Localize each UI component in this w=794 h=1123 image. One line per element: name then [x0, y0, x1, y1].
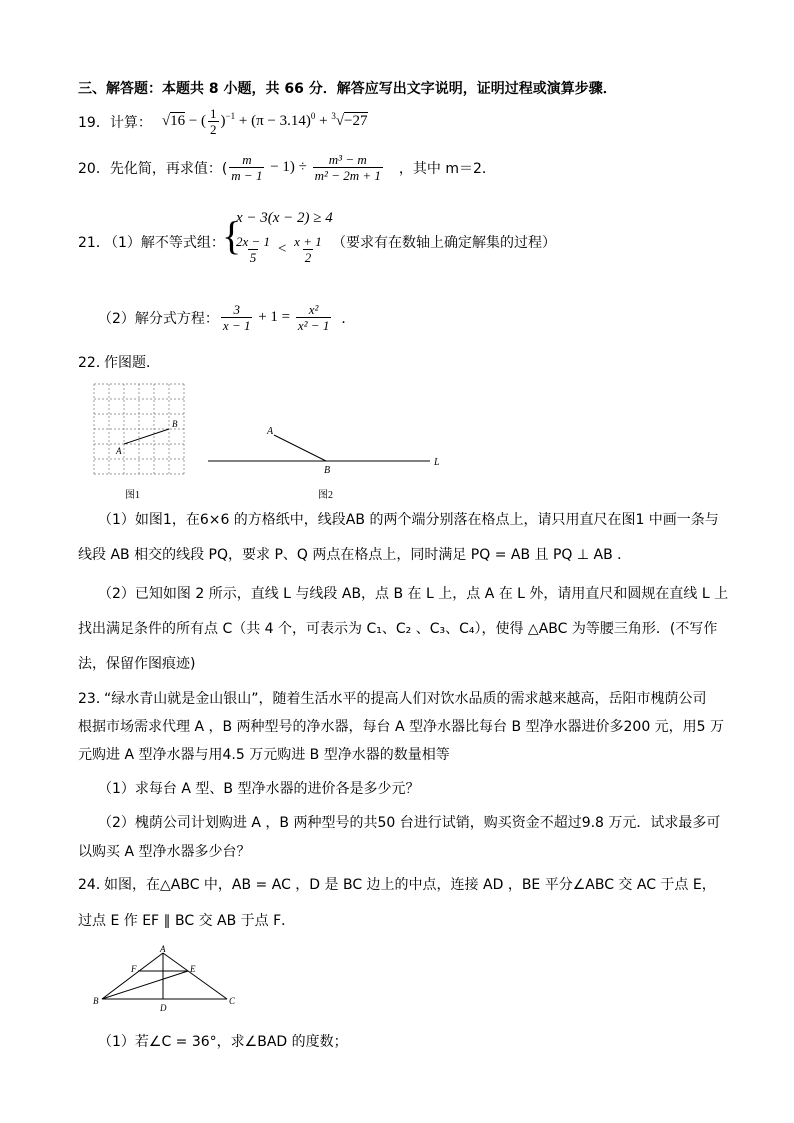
q23-line2: 根据市场需求代理 A ，B 两种型号的净水器，每台 A 型净水器比每台 B 型净水器进价多200 元，用5 万	[78, 719, 725, 735]
label-a: A	[160, 944, 166, 954]
q23-line3: 元购进 A 型净水器与用4.5 万元购进 B 型净水器的数量相等	[78, 747, 450, 763]
q19-exponent: −1	[225, 110, 236, 121]
q19-expression	[162, 106, 368, 137]
q20-tail: ，其中 m＝2．	[398, 160, 496, 177]
q21-part2-label: （2）解分式方程：	[98, 310, 219, 327]
q21-e1-num: 3	[233, 302, 240, 317]
q21-part2	[98, 302, 355, 333]
q24-line1: 如图，在△ABC 中，AB = AC ，D 是 BC 边上的中点，连接 AD ，BE 平分∠ABC 交 AC 于点 E，	[104, 877, 716, 893]
figure-triangle	[90, 944, 250, 1014]
q19-half-den: 2	[210, 122, 217, 137]
q22-p2-line1: （2）已知如图 2 所示，直线 L 与线段 AB，点 B 在 L 上，点 A 在 L 外，请用直尺和圆规在直线 L 上	[98, 586, 729, 602]
q21-e2-num: x²	[308, 302, 319, 317]
q20-number: 20．	[78, 160, 110, 177]
q22-p1-line2: 线段 AB 相交的线段 PQ，要求 P、Q 两点在格点上，同时满足 PQ = AB 且 PQ ⊥ AB ．	[78, 547, 632, 563]
fig2-label-b: B	[324, 465, 331, 476]
q21-ineq1: x − 3(x − 2) ≥ 4	[236, 210, 333, 226]
label-d: D	[160, 1003, 167, 1013]
figure-1-grid	[90, 380, 190, 480]
q19-label: 计算：	[109, 114, 152, 131]
q24-number: 24．	[78, 877, 110, 893]
label-f: F	[131, 964, 137, 974]
q21-ineq2a-num: 2x − 1	[236, 234, 271, 249]
q21-ineq2	[232, 234, 326, 265]
label-c: C	[229, 996, 236, 1006]
fig2-caption: 图2	[318, 490, 333, 501]
q21-lt: <	[277, 241, 288, 257]
sqrt-sign: √	[161, 112, 171, 129]
q21-e-end: ．	[341, 310, 356, 327]
q20-expression	[227, 152, 385, 183]
q19-close-paren: )	[220, 112, 226, 129]
q22-p2-line3: 法，保留作图痕迹)	[78, 656, 196, 672]
q20-label: 先化简，再求值：(	[109, 160, 228, 177]
fig2-label-a: A	[267, 426, 274, 437]
q20	[78, 152, 496, 183]
section-heading: 三、解答题：本题共 8 小题，共 66 分．解答应写出文字说明，证明过程或演算步骤．	[78, 81, 617, 97]
q21-ineq2b-num: x + 1	[294, 234, 322, 249]
fig1-label-a: A	[116, 446, 122, 456]
q24-p1: （1）若∠C = 36°，求∠BAD 的度数；	[98, 1034, 348, 1050]
q21-equation	[219, 302, 333, 333]
q21-ineq2b-den: 2	[304, 250, 312, 265]
q22-p2-line2: 找出满足条件的所有点 C（共 4 个，可表示为 C₁、C₂ 、C₃、C₄），使得 △ABC 为等腰三角形．(不写作	[78, 621, 718, 637]
q21-note: （要求有在数轴上确定解集的过程）	[332, 235, 556, 251]
q23-line1: “绿水青山就是金山银山”，随着生活水平的提高人们对饮水品质的需求越来越高，岳阳市槐荫公司	[104, 691, 707, 707]
q21-e1-den: x − 1	[222, 318, 251, 333]
q22-number: 22．	[78, 355, 110, 371]
q19	[78, 106, 368, 137]
q23-p2-line1: （2）槐荫公司计划购进 A ，B 两种型号的共50 台进行试销，购买资金不超过9.8 万元．试求最多可	[98, 815, 721, 831]
q20-after-f1: − 1) ÷	[266, 158, 311, 175]
side-ab	[102, 953, 163, 999]
q21-e2-den: x² − 1	[297, 318, 330, 333]
q21-part1-label: （1）解不等式组：	[104, 235, 225, 251]
q23-p1: （1）求每台 A 型、B 型净水器的进价各是多少元？	[98, 781, 420, 797]
label-e: E	[190, 964, 196, 974]
q19-minus: − (	[185, 112, 207, 129]
label-b: B	[93, 996, 99, 1006]
q21-ineq2a-den: 5	[249, 250, 257, 265]
q19-half-num: 1	[210, 106, 217, 121]
q23-number: 23．	[78, 691, 110, 707]
q20-f1-num: m	[242, 152, 252, 167]
q24-line2: 过点 E 作 EF ∥ BC 交 AB 于点 F．	[78, 913, 296, 929]
q22-title: 作图题．	[104, 355, 160, 371]
q19-number: 19．	[78, 114, 110, 131]
segment-ab	[124, 429, 169, 444]
q20-f2-num: m³ − m	[328, 152, 367, 167]
q21-number: 21．	[78, 235, 110, 251]
q19-plus: +	[315, 112, 332, 129]
fig1-label-b: B	[172, 419, 178, 429]
figure-2	[200, 418, 450, 478]
q23-p2-line2: 以购买 A 型净水器多少台？	[78, 844, 251, 860]
q19-cbrt-arg: −27	[344, 112, 368, 129]
q20-f1-den: m − 1	[231, 168, 263, 183]
segment-be	[102, 971, 188, 999]
cbrt-sign: √	[335, 112, 345, 129]
fig1-caption: 图1	[125, 490, 140, 501]
q19-sqrt-arg: 16	[170, 112, 186, 129]
q19-half	[208, 106, 219, 137]
q19-pi-term: + (π − 3.14)	[235, 112, 311, 129]
segment-ab-fig2	[274, 435, 326, 461]
grid-lines	[94, 384, 184, 474]
q19-cbrt-index: 3	[331, 110, 336, 121]
q19-zero-exp: 0	[310, 110, 316, 121]
fig2-label-l: L	[434, 457, 440, 468]
system-brace: {	[222, 213, 242, 258]
q20-f2-den: m² − 2m + 1	[314, 168, 381, 183]
q21-e-mid: + 1 =	[254, 308, 294, 325]
q22-p1-line1: （1）如图1，在6×6 的方格纸中，线段AB 的两个端分别落在格点上，请只用直尺在图1 中画一条与	[98, 512, 719, 528]
